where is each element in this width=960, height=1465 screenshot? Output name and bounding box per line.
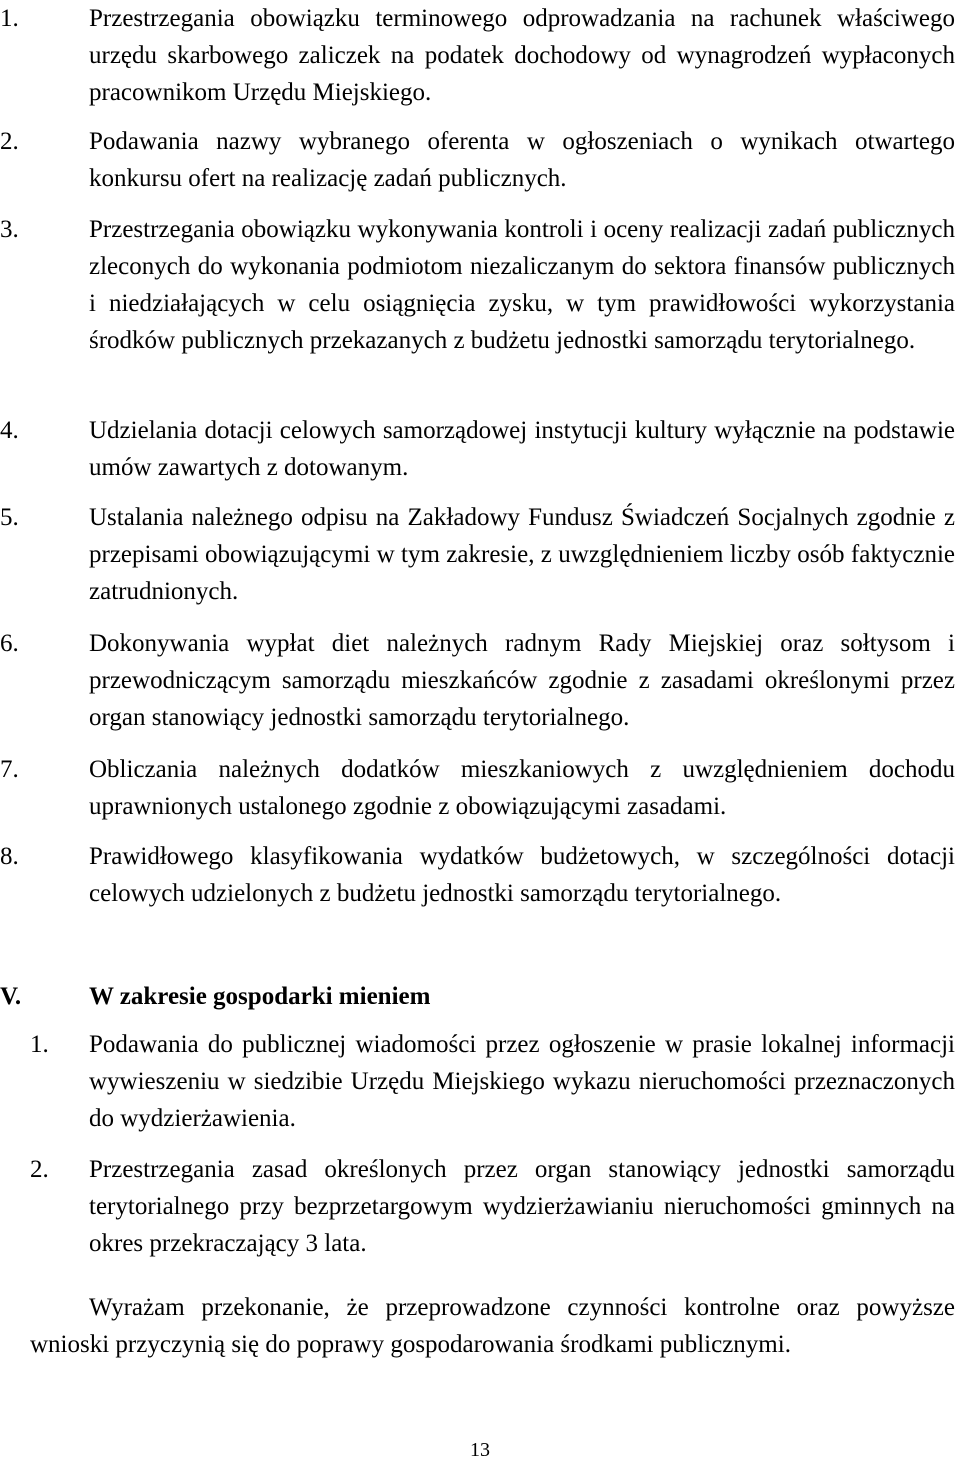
item-number: 5. [0,504,19,531]
item-text: Obliczania należnych dodatków mieszkaniowych z uwzględnieniem dochodu uprawnionych ustalonego zgodnie z obowiązującymi zasadami. [89,756,955,820]
item-text: Przestrzegania obowiązku terminowego odprowadzania na rachunek właściwego urzędu skarbowego zaliczek na podatek dochodowy od wynagrodzeń wypłaconych pracownikom Urzędu Miejskiego. [89,5,955,106]
item-number: 2. [0,128,19,155]
item-text: Dokonywania wypłat diet należnych radnym Rady Miejskiej oraz sołtysom i przewodniczącym samorządu mieszkańców zgodnie z zasadami określonymi przez organ stanowiący jednostki samorządu terytorialnego. [89,630,955,731]
item-number: 1. [30,1031,49,1058]
item-number: 8. [0,843,19,870]
item-number: 3. [0,216,19,243]
item-text: Udzielania dotacji celowych samorządowej instytucji kultury wyłącznie na podstawie umów zawartych z dotowanym. [89,417,955,481]
item-text: Przestrzegania obowiązku wykonywania kontroli i oceny realizacji zadań publicznych zleconych do wykonania podmiotom niezaliczanym do sektora finansów publicznych i niedziałających w celu osiągnięcia zysku, w tym prawidłowości wykorzystania środków publicznych przekazanych z budżetu jednostki samorządu terytorialnego. [89,216,955,354]
item-number: 2. [30,1156,49,1183]
item-text: Podawania nazwy wybranego oferenta w ogłoszeniach o wynikach otwartego konkursu ofert na realizację zadań publicznych. [89,128,955,192]
item-number: 1. [0,5,19,32]
section-title: W zakresie gospodarki mieniem [89,983,431,1010]
item-number: 6. [0,630,19,657]
item-text: Ustalania należnego odpisu na Zakładowy Fundusz Świadczeń Socjalnych zgodnie z przepisami obowiązującymi w tym zakresie, z uwzględnieniem liczby osób faktycznie zatrudnionych. [89,504,955,605]
item-number: 4. [0,417,19,444]
section-number: V. [0,983,22,1010]
closing-paragraph: Wyrażam przekonanie, że przeprowadzone czynności kontrolne oraz powyższe wnioski przyczynią się do poprawy gospodarowania środkami publicznymi. [30,1294,955,1358]
item-text: Podawania do publicznej wiadomości przez ogłoszenie w prasie lokalnej informacji wywieszeniu w siedzibie Urzędu Miejskiego wykazu nieruchomości przeznaczonych do wydzierżawienia. [89,1031,955,1132]
item-text: Przestrzegania zasad określonych przez organ stanowiący jednostki samorządu terytorialnego przy bezprzetargowym wydzierżawianiu nieruchomości gminnych na okres przekraczający 3 lata. [89,1156,955,1257]
item-text: Prawidłowego klasyfikowania wydatków budżetowych, w szczególności dotacji celowych udzielonych z budżetu jednostki samorządu terytorialnego. [89,843,955,907]
page-number: 13 [470,1439,490,1461]
item-number: 7. [0,756,19,783]
